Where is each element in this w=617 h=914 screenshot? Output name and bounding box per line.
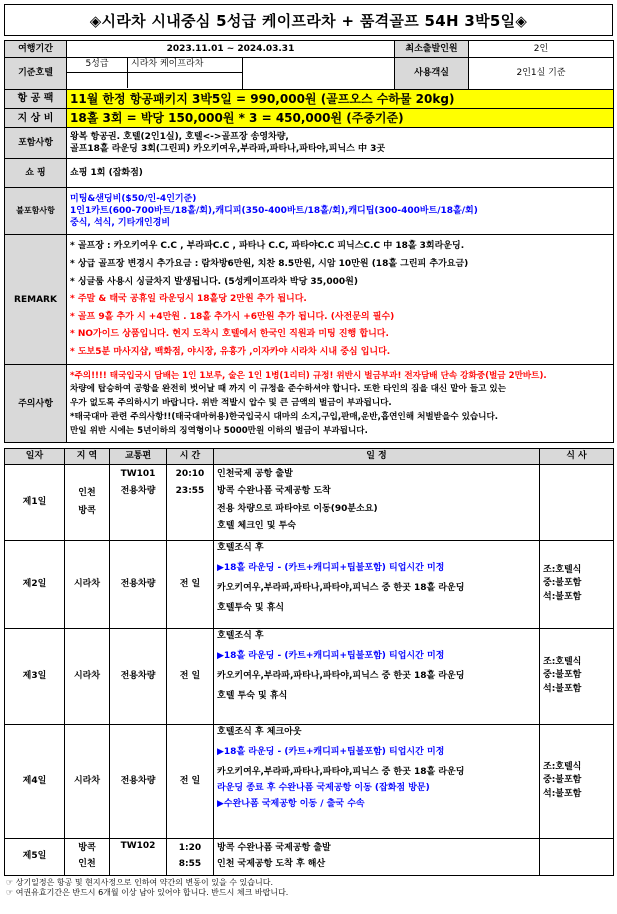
meal-cell	[540, 838, 614, 875]
meal-cell	[540, 540, 614, 628]
excluded-value	[67, 188, 614, 235]
time: 20:10	[175, 468, 205, 479]
schedule-table	[4, 448, 614, 875]
excluded-line: 1인1카트(600-700바트/18홀/회),캐디피(350-400바트/18홀/회),캐디팁(300-400바트/18홀/회)	[70, 206, 478, 217]
meal-cell	[540, 464, 614, 540]
caution-line: *주의!!!! 태국입국시 담배는 1인 1보루, 술은 1인 1병(1리터) 규정! 위반시 벌금부과! 전자담배 단속 강화중(벌금 2만바트).	[70, 370, 547, 381]
caution-label: 주의사항	[5, 365, 67, 443]
itinerary-cell	[214, 628, 540, 724]
region: 시라차	[65, 540, 110, 628]
meal: 중:불포함	[543, 670, 582, 681]
region: 방콕	[78, 842, 96, 853]
itinerary-item: 호텔조식 후	[217, 542, 264, 553]
meal: 조:호텔식	[543, 762, 582, 773]
time: 전 일	[167, 724, 214, 838]
caution-line: *태국대마 관련 주의사항!!(태국대마허용)한국입국시 대마의 소지,구입,판매,운반,흡연인해 처벌받을수 있습니다.	[70, 411, 499, 422]
itinerary-item: 라운딩 종료 후 수완나폼 국제공항 이동 (잡화점 방문)	[217, 782, 430, 793]
hotel-label: 기준호텔	[5, 58, 67, 90]
itinerary-item: 호텔 체크인 및 투숙	[217, 521, 296, 532]
transport: 전용차량	[110, 724, 167, 838]
schedule-row-day1	[5, 464, 614, 540]
time-cell	[167, 464, 214, 540]
caution-value	[67, 365, 614, 443]
transport: 전용차량	[120, 485, 156, 496]
excluded-line: 중식, 석식, 기타개인경비	[70, 218, 171, 229]
shopping-value: 쇼핑 1회 (잡화점)	[67, 159, 614, 188]
package-info-table	[4, 40, 614, 443]
itinerary-item: 카오키여우,부라파,파타나,파타야,피닉스 중 한곳 18홀 라운딩	[217, 670, 465, 681]
page-title: ◈시라차 시내중심 5성급 케이프라차 + 품격골프 54H 3박5일◈	[4, 4, 613, 36]
land-label: 지 상 비	[5, 109, 67, 128]
itinerary-item: 인천 국제공항 도착 후 해산	[217, 858, 326, 869]
hotel-cell	[67, 58, 243, 90]
meal: 중:불포함	[543, 775, 582, 786]
remark-line: * 싱글룸 사용시 싱글차지 발생됩니다. (5성케이프라차 박당 35,000원)	[70, 276, 358, 287]
itinerary-cell	[214, 724, 540, 838]
day-label: 제3일	[5, 628, 65, 724]
itinerary-item: 호텔투숙 및 휴식	[217, 602, 285, 613]
region-cell	[65, 464, 110, 540]
itinerary-item: ▶18홀 라운딩 - (카트+캐디피+팁불포함) 티업시간 미정	[217, 650, 445, 661]
itinerary-item: 인천국제 공항 출발	[217, 468, 293, 479]
caution-line: 우가 없도록 주의하시기 바랍니다. 위반 적발시 압수 및 큰 금액의 벌금이 부과됩니다.	[70, 398, 392, 408]
min-people-value: 2인	[469, 41, 614, 58]
region: 방콕	[78, 506, 96, 517]
transport: 전용차량	[110, 628, 167, 724]
footnote: ☞ 여권유효기간은 반드시 6개월 이상 남아 있어야 합니다. 반드시 체크 바랍니다.	[6, 887, 289, 897]
included-line: 왕복 항공권. 호텔(2인1실), 호텔<->골프장 송영차량,	[70, 132, 289, 143]
hotel-name: 시라차 케이프라차	[131, 59, 204, 69]
shopping-label: 쇼 핑	[5, 159, 67, 188]
period-label: 여행기간	[5, 41, 67, 58]
min-people-label: 최소출발인원	[395, 41, 469, 58]
included-line: 골프18홀 라운딩 3회(그린피) 카오키여우,부라파,파타나,파타야,피닉스 中 3곳	[70, 144, 386, 155]
itinerary-item: 호텔 투숙 및 휴식	[217, 690, 288, 701]
itinerary-item: 전용 차량으로 파타야로 이동(90분소요)	[217, 503, 378, 514]
remark-line: * 도보5분 마사지샵, 백화점, 야시장, 유흥가 ,이자카야 시라차 시내 중심 입니다.	[70, 346, 391, 357]
header-day: 일자	[5, 449, 65, 464]
excluded-label: 불포함사항	[5, 188, 67, 235]
meal: 석:불포함	[543, 683, 582, 694]
room-label: 사용객실	[395, 58, 469, 90]
time-cell	[167, 838, 214, 875]
caution-line: 차량에 탑승하여 공항을 완전히 벗어날 때 까지 이 규정을 준수하셔야 합니다. 또한 타인의 짐을 대신 맡아 들고 있는	[70, 384, 507, 395]
day-label: 제5일	[5, 838, 65, 875]
header-time: 시 간	[167, 449, 214, 464]
schedule-row-day2	[5, 540, 614, 628]
header-itinerary: 일 정	[214, 449, 540, 464]
land-value: 18홀 3회 = 박당 150,000원 * 3 = 450,000원 (주중기준)	[67, 109, 614, 128]
remark-line: * 골프 9홀 추가 시 +4만원 . 18홀 추가시 +6만원 추가 됩니다. (사전문의 필수)	[70, 311, 395, 322]
itinerary-item: 카오키여우,부라파,파타나,파타야,피닉스 중 한곳 18홀 라운딩	[217, 766, 465, 777]
region: 인천	[78, 858, 96, 869]
day-label: 제2일	[5, 540, 65, 628]
schedule-row-day3	[5, 628, 614, 724]
region: 시라차	[65, 724, 110, 838]
itinerary-item: ▶18홀 라운딩 - (카트+캐디피+팁불포함) 티업시간 미정	[217, 746, 445, 757]
time: 전 일	[167, 628, 214, 724]
flight-number: TW102	[110, 838, 167, 875]
header-meal: 식 사	[540, 449, 614, 464]
remark-label: REMARK	[5, 235, 67, 365]
itinerary-item: 방콕 수완나폼 국제공항 도착	[217, 486, 331, 497]
remark-line: * NO가이드 상품입니다. 현지 도착시 호텔에서 한국인 직원과 미팅 진행 합니다.	[70, 329, 389, 340]
time: 전 일	[167, 540, 214, 628]
schedule-row-day4	[5, 724, 614, 838]
itinerary-item: 호텔조식 후 체크아웃	[217, 726, 302, 737]
itinerary-cell	[214, 838, 540, 875]
meal-cell	[540, 628, 614, 724]
included-label: 포함사항	[5, 128, 67, 159]
region: 시라차	[65, 628, 110, 724]
itinerary-cell	[214, 464, 540, 540]
itinerary-item: 호텔조식 후	[217, 630, 264, 641]
air-label: 항 공 팩	[5, 90, 67, 109]
excluded-line: 미팅&샌딩비($50/인-4인기준)	[70, 194, 197, 205]
remark-line: * 골프장 : 카오키여우 C.C , 부라파C.C , 파타나 C.C, 파타야C.C 피닉스C.C 中 18홀 3회라운딩.	[70, 241, 465, 252]
remark-line: * 상급 골프장 변경시 추가요금 : 람차방6만원, 치찬 8.5만원, 시암 10만원 (18홀 그린피 추가요금)	[70, 259, 469, 269]
footnotes	[4, 878, 613, 899]
meal: 석:불포함	[543, 788, 582, 799]
header-region: 지 역	[65, 449, 110, 464]
itinerary-item: ▶수완나폼 국제공항 이동 / 출국 수속	[217, 799, 365, 810]
time: 8:55	[178, 858, 202, 869]
flight-number: TW101	[120, 468, 156, 479]
time: 23:55	[175, 485, 205, 496]
remark-value	[67, 235, 614, 365]
air-value: 11월 한정 항공패키지 3박5일 = 990,000원 (골프오스 수하물 20kg)	[67, 90, 614, 109]
time: 1:20	[178, 842, 202, 853]
day-label: 제4일	[5, 724, 65, 838]
region-cell	[65, 838, 110, 875]
meal-cell	[540, 724, 614, 838]
included-value	[67, 128, 614, 159]
transport: 전용차량	[110, 540, 167, 628]
remark-line: * 주말 & 태국 공휴일 라운딩시 18홀당 2만원 추가 됩니다.	[70, 294, 307, 305]
meal: 중:불포함	[543, 578, 582, 589]
meal: 조:호텔식	[543, 565, 582, 576]
itinerary-item: ▶18홀 라운딩 - (카트+캐디피+팁불포함) 티업시간 미정	[217, 562, 445, 573]
day-label: 제1일	[5, 464, 65, 540]
meal: 조:호텔식	[543, 657, 582, 668]
region: 인천	[78, 488, 96, 499]
room-value: 2인1실 기준	[469, 58, 614, 90]
caution-line: 만일 위반 시에는 5년이하의 징역형이나 5000만원 이하의 벌금이 부과됩니다.	[70, 425, 368, 436]
itinerary-item: 방콕 수완나폼 국제공항 출발	[217, 842, 331, 853]
footnote: ☞ 상기일정은 항공 및 현지사정으로 인하여 약간의 변동이 있을 수 있습니다.	[6, 877, 273, 887]
transport-cell	[110, 464, 167, 540]
itinerary-item: 카오키여우,부라파,파타나,파타야,피닉스 중 한곳 18홀 라운딩	[217, 582, 465, 593]
meal: 석:불포함	[543, 591, 582, 602]
header-transport: 교통편	[110, 449, 167, 464]
period-value: 2023.11.01 ~ 2024.03.31	[67, 41, 395, 58]
schedule-row-day5	[5, 838, 614, 875]
itinerary-cell	[214, 540, 540, 628]
hotel-grade: 5성급	[67, 58, 128, 72]
